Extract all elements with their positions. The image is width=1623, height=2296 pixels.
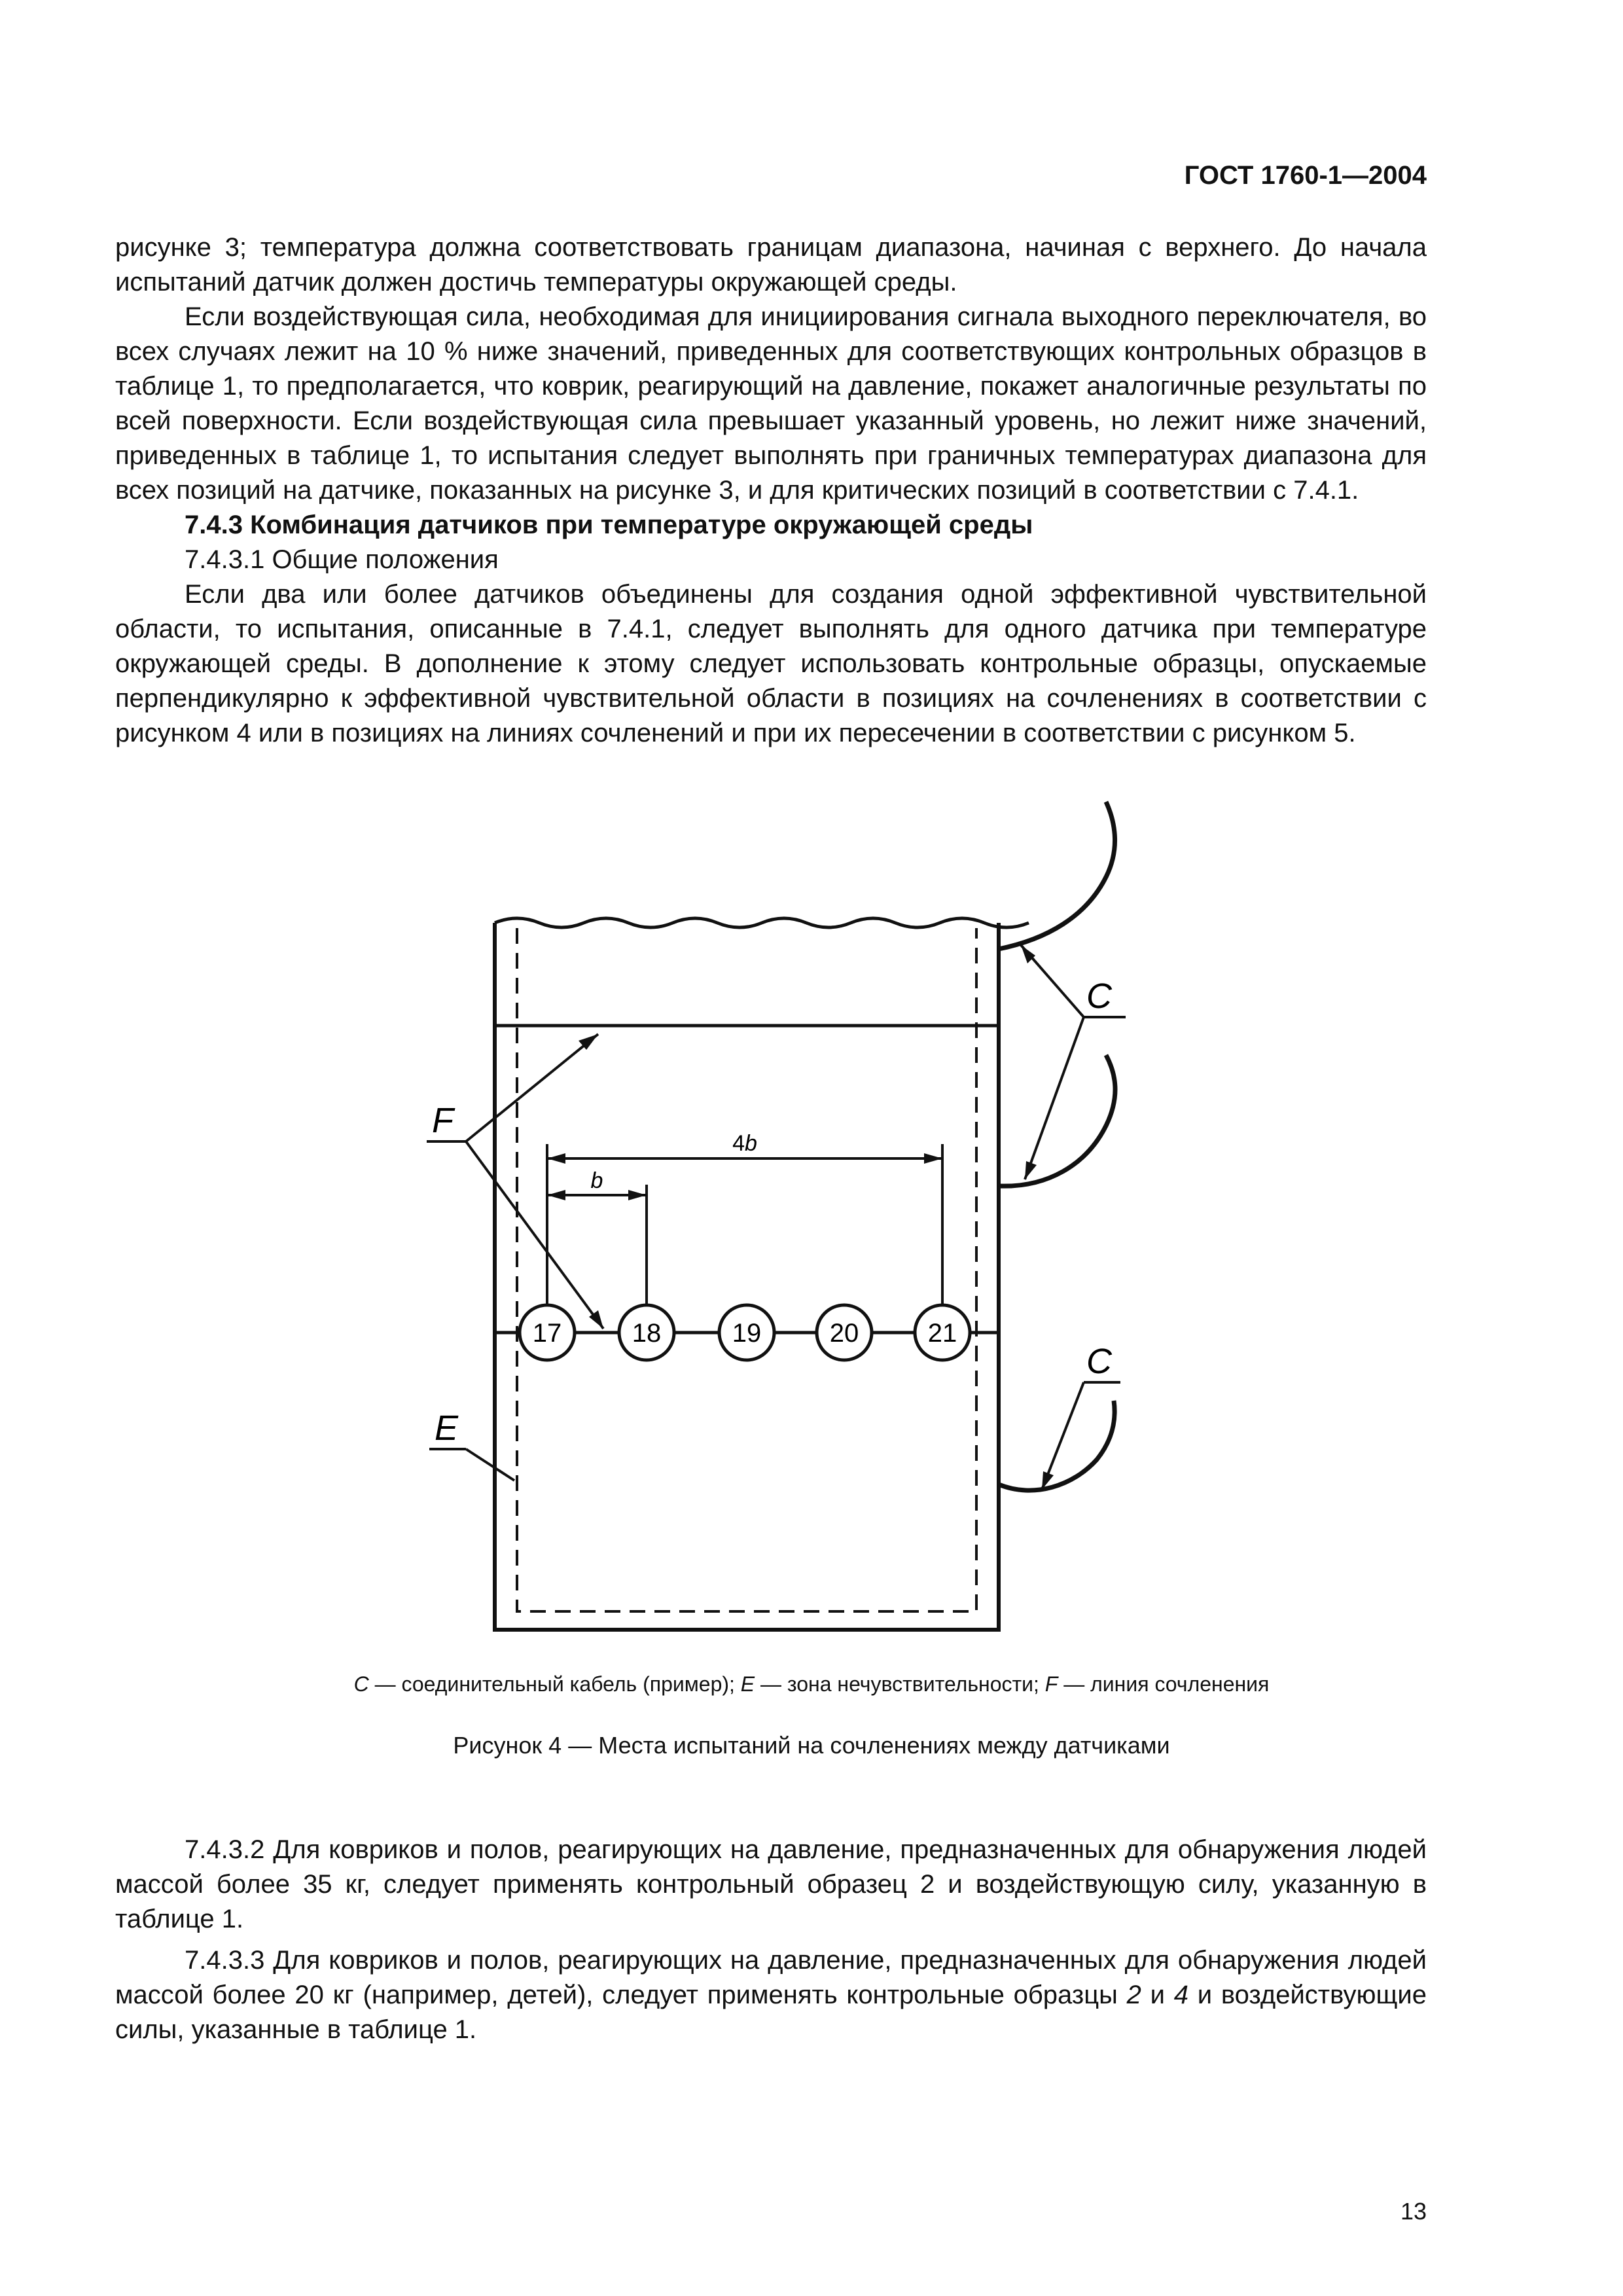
sensor-outline [495,923,999,1630]
paragraph: рисунке 3; температура должна соответствовать границам диапазона, начиная с верхнего. До начала испытаний датчик должен достичь температуры окружающей среды. [115,233,1427,296]
page-number: 13 [1400,2198,1427,2225]
svg-text:E: E [435,1408,459,1448]
position-label: 21 [927,1319,957,1348]
paragraph: Если два или более датчиков объединены для создания одной эффективной чувствительной области, то испытания, описанные в 7.4.1, следует выполнять для одного датчика при температуре окружающей среды. В дополнение к этому следует использовать контрольные образцы, опускаемые перпендикулярно к эффективной чувствительной области в позициях на сочленениях в соответствии с рисунком 4 или в позициях на линиях сочленений и при их пересечении в соответствии с рисунком 5. [115,580,1427,747]
body-text-bottom [115,1833,1427,2047]
figure-legend: C — соединительный кабель (пример); E — зона нечувствительности; F — линия сочленения [353,1672,1270,1696]
position-label: 19 [732,1319,762,1348]
svg-text:F: F [432,1101,454,1140]
position-21 [915,1305,970,1360]
figure-4-diagram [0,779,1623,1656]
position-label: 20 [829,1319,859,1348]
dimension-b-label: b [590,1168,603,1193]
label-f [427,1034,603,1329]
paragraph: Если воздействующая сила, необходимая для инициирования сигнала выходного переключателя, во всех случаях лежит на 10 % ниже значений, приведенных для соответствующих контрольных образцов в таблице 1, то предполагается, что коврик, реагирующий на давление, покажет аналогичные результаты по всей поверхности. Если воздействующая сила превышает указанный уровень, но лежит ниже значений, приведенных в таблице 1, то испытания следует выполнять при граничных температурах диапазона для всех позиций на датчике, показанных на рисунке 3, и для критических позиций в соответствии с 7.4.1. [115,302,1427,505]
dimension-4b [547,1131,942,1305]
dimension-4b-label: 4b [732,1131,757,1156]
position-20 [817,1305,872,1360]
cable-2 [999,1055,1115,1186]
svg-text:C: C [1086,977,1112,1016]
svg-text:C: C [1086,1342,1112,1381]
position-19 [719,1305,774,1360]
body-text-top [115,230,1427,751]
subsection-heading: 7.4.3.1 Общие положения [185,545,499,574]
position-label: 18 [632,1319,662,1348]
position-18 [619,1305,674,1360]
figure-caption: Рисунок 4 — Места испытаний на сочленениях между датчиками [453,1732,1170,1759]
document-header: ГОСТ 1760-1—2004 [1184,161,1427,190]
cable-3 [999,1401,1115,1490]
paragraph: 7.4.3.3 Для ковриков и полов, реагирующих на давление, предназначенных для обнаружения людей массой более 20 кг (например, детей), следует применять контрольные образцы 2 и 4 и воздействующие силы, указанные в таблице 1. [115,1946,1427,2044]
position-17 [520,1305,575,1360]
label-c-lower [1042,1342,1120,1490]
dimension-b [547,1168,647,1305]
label-e [429,1408,514,1480]
insensitive-zone-outline [517,928,976,1611]
paragraph: 7.4.3.2 Для ковриков и полов, реагирующих на давление, предназначенных для обнаружения людей массой более 35 кг, следует применять контрольный образец 2 и воздействующую силу, указанную в таблице 1. [115,1835,1427,1933]
position-label: 17 [532,1319,562,1348]
section-heading: 7.4.3 Комбинация датчиков при температуре окружающей среды [185,511,1033,539]
wavy-top-edge [495,918,1029,927]
